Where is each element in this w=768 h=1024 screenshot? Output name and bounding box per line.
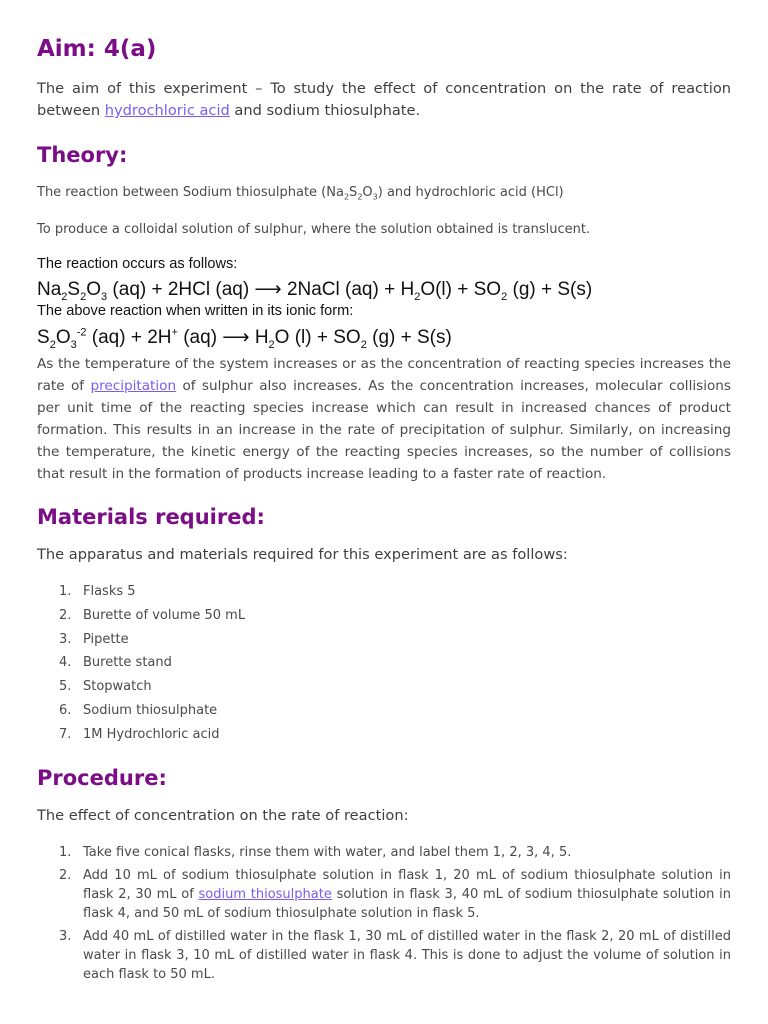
subscript: 2 xyxy=(501,290,508,303)
eq-part: S xyxy=(67,279,81,300)
materials-list xyxy=(59,582,731,749)
subscript: 2 xyxy=(360,338,367,351)
aim-text-before: The aim of this experiment – To study the effect of concentration on the rate of reaction between xyxy=(37,80,731,119)
procedure-list xyxy=(59,843,731,984)
ionic-intro: The above reaction when written in its ionic form: xyxy=(37,303,354,319)
hydrochloric-acid-link[interactable]: hydrochloric acid xyxy=(104,102,230,119)
aim-text xyxy=(37,78,731,122)
procedure-step xyxy=(59,927,731,984)
list-text: Sodium thiosulphate xyxy=(83,702,218,718)
list-item xyxy=(59,606,731,630)
eq-part: (aq) + 2H xyxy=(86,327,172,348)
list-item xyxy=(59,653,731,677)
superscript: -2 xyxy=(76,326,87,339)
list-number: 2. xyxy=(59,607,72,623)
eq-part: O xyxy=(55,327,71,348)
procedure-step xyxy=(59,843,731,862)
theory-paragraph-part: of sulphur also increases. As the concentration increases, molecular collisions per unit time of the reacting species increase which can result in increased chances of product formation. This results in an increase in the rate of precipitation of sulphur. Similarly, on increasing the temperature, the kinetic energy of the reacting species increases, so the number of collisions that result in the formation of products increase leading to a faster rate of reaction. xyxy=(37,378,731,482)
step-number: 2. xyxy=(59,868,72,883)
step-text: Add 40 mL of distilled water in the flask 1, 30 mL of distilled water in the flask 2, 20 mL of distilled water in flask 3, 10 mL of distilled water in flask 4. This is done to adjust the volume of solution in each flask to 50 mL. xyxy=(83,929,731,982)
list-text: Pipette xyxy=(83,631,129,647)
subscript: 2 xyxy=(343,192,350,202)
subscript: 3 xyxy=(372,192,378,202)
materials-heading: Materials required: xyxy=(37,505,265,529)
eq-part: (g) + S(s) xyxy=(507,279,593,300)
eq-part: (aq) ⟶ H xyxy=(177,327,269,348)
aim-text-after: and sodium thiosulphate. xyxy=(229,102,421,119)
list-item xyxy=(59,725,731,749)
list-number: 4. xyxy=(59,655,72,671)
eq-part: (aq) + 2HCl (aq) ⟶ 2NaCl (aq) + H xyxy=(107,279,415,300)
superscript: + xyxy=(171,326,178,339)
list-item xyxy=(59,677,731,701)
materials-intro: The apparatus and materials required for this experiment are as follows: xyxy=(37,546,568,563)
subscript: 2 xyxy=(49,338,56,351)
theory-line-1 xyxy=(37,184,731,207)
step-number: 3. xyxy=(59,929,72,944)
list-number: 7. xyxy=(59,726,72,742)
list-text: Stopwatch xyxy=(83,679,152,695)
list-number: 5. xyxy=(59,679,72,695)
subscript: 2 xyxy=(414,290,421,303)
list-text: Burette of volume 50 mL xyxy=(83,607,246,623)
list-number: 1. xyxy=(59,584,72,599)
procedure-step xyxy=(59,866,731,923)
subscript: 3 xyxy=(70,338,77,351)
procedure-heading: Procedure: xyxy=(37,766,167,790)
precipitation-link[interactable]: precipitation xyxy=(90,378,177,394)
list-item xyxy=(59,630,731,654)
theory-line-1-part: S xyxy=(349,185,358,200)
eq-part: (g) + S(s) xyxy=(366,327,452,348)
procedure-intro: The effect of concentration on the rate of reaction: xyxy=(37,807,409,824)
eq-part: Na xyxy=(37,279,62,300)
theory-line-1-part: ) and hydrochloric acid (HCl) xyxy=(377,185,564,200)
list-number: 6. xyxy=(59,702,72,718)
list-number: 3. xyxy=(59,631,72,647)
step-text-part: Add 10 mL of sodium thiosulphate solution in flask 1, 20 mL of sodium thiosulphate solution in flask 2, 30 mL of xyxy=(83,868,731,902)
theory-line-1-part: O xyxy=(362,185,373,200)
eq-part: S xyxy=(37,327,50,348)
theory-line-1-part: The reaction between Sodium thiosulphate (Na xyxy=(37,185,344,200)
theory-paragraph-part: As the temperature of the system increases or as the concentration of reacting species increases the rate of xyxy=(37,356,731,394)
list-text: Burette stand xyxy=(83,655,172,671)
ionic-equation xyxy=(37,326,731,351)
theory-heading: Theory: xyxy=(37,143,128,167)
list-text: Flasks 5 xyxy=(83,584,136,599)
list-item xyxy=(59,582,731,606)
eq-part: O (l) + SO xyxy=(274,327,361,348)
molecular-equation xyxy=(37,278,731,303)
reaction-intro: The reaction occurs as follows: xyxy=(37,256,238,272)
subscript: 2 xyxy=(357,192,363,202)
step-text xyxy=(83,866,731,923)
sodium-thiosulphate-link[interactable]: sodium thiosulphate xyxy=(198,887,332,902)
theory-line-2: To produce a colloidal solution of sulphur, where the solution obtained is translucent. xyxy=(37,222,591,237)
theory-paragraph xyxy=(37,353,731,485)
eq-part: O(l) + SO xyxy=(420,279,502,300)
list-text: 1M Hydrochloric acid xyxy=(83,726,220,742)
step-text: Take five conical flasks, rinse them with water, and label them 1, 2, 3, 4, 5. xyxy=(83,845,572,860)
aim-heading: Aim: 4(a) xyxy=(37,36,157,62)
list-item xyxy=(59,701,731,725)
step-number: 1. xyxy=(59,845,72,860)
subscript: 2 xyxy=(80,290,87,303)
subscript: 3 xyxy=(101,290,108,303)
subscript: 2 xyxy=(268,338,275,351)
eq-part: O xyxy=(86,279,102,300)
step-text-part: solution in flask 3, 40 mL of sodium thiosulphate solution in flask 4, and 50 mL of sodium thiosulphate solution in flask 5. xyxy=(83,887,731,921)
subscript: 2 xyxy=(61,290,68,303)
